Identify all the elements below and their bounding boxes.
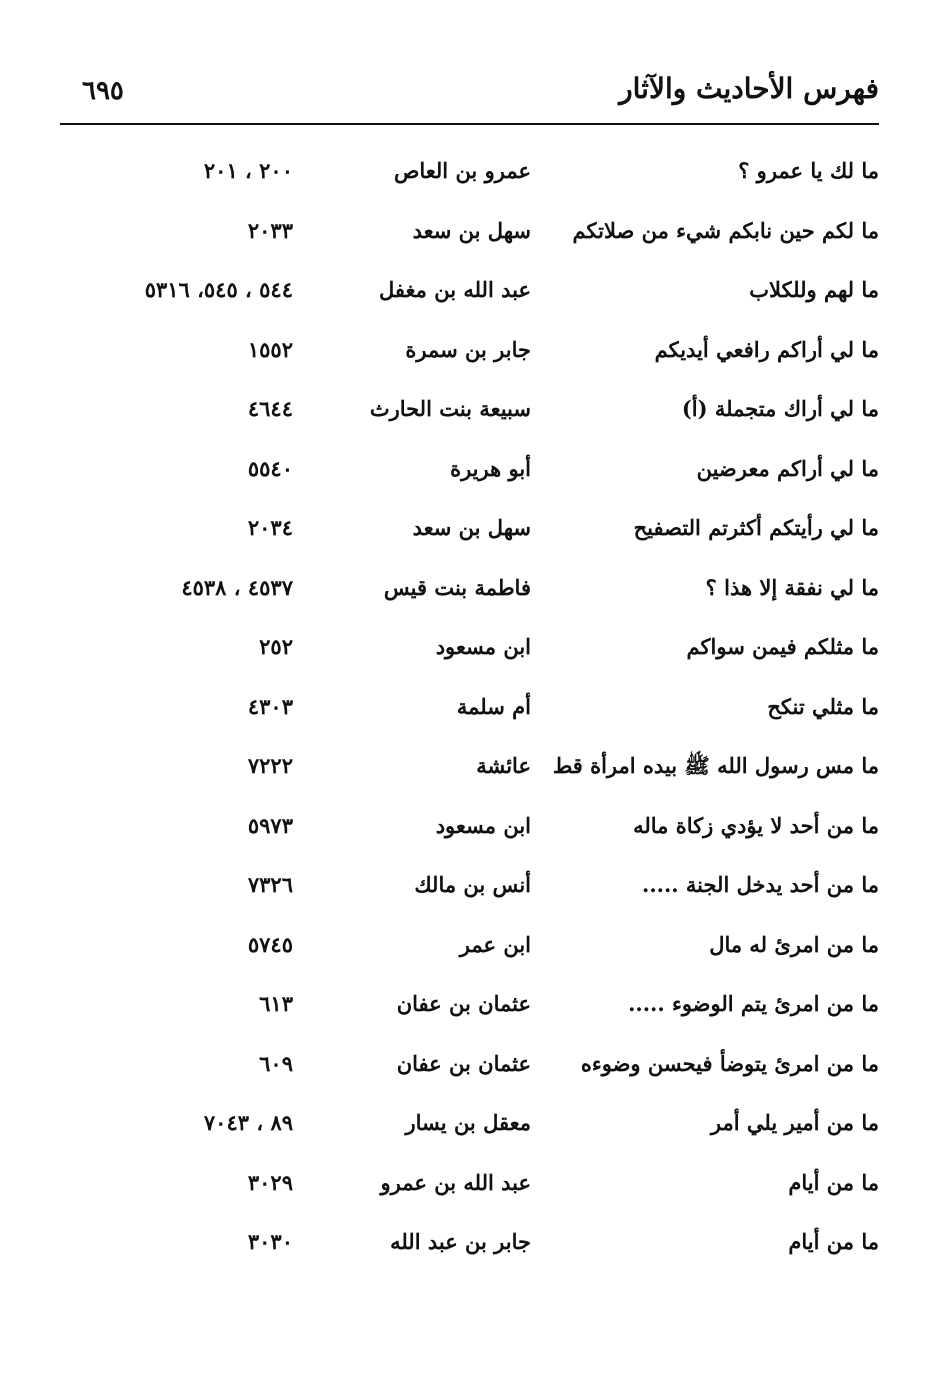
narrator: عثمان بن عفان bbox=[396, 991, 531, 1016]
narrator: أبو هريرة bbox=[450, 455, 531, 481]
index-entry bbox=[0, 388, 931, 448]
index-entry bbox=[0, 983, 931, 1043]
index-entry bbox=[0, 1102, 931, 1162]
index-entry bbox=[0, 1162, 931, 1222]
narrator: سبيعة بنت الحارث bbox=[369, 396, 531, 421]
hadith-text: ما لكم حين نابكم شيء من صلاتكم bbox=[572, 217, 879, 243]
narrator: عمرو بن العاص bbox=[393, 158, 531, 183]
index-entry bbox=[0, 924, 931, 984]
index-entry bbox=[0, 686, 931, 746]
hadith-text: ما مس رسول الله ﷺ بيده امرأة قط bbox=[552, 753, 879, 778]
hadith-numbers: ٢٥٢ bbox=[259, 634, 293, 659]
narrator: جابر بن عبد الله bbox=[390, 1229, 531, 1254]
hadith-text: ما من أمير يلي أمر bbox=[710, 1110, 879, 1135]
hadith-text: ما من امرئ له مال bbox=[709, 931, 879, 957]
index-entry bbox=[0, 864, 931, 924]
index-entry bbox=[0, 626, 931, 686]
hadith-numbers: ٧٣٢٦ bbox=[247, 872, 293, 897]
narrator: سهل بن سعد bbox=[412, 515, 531, 540]
hadith-numbers: ١٥٥٢ bbox=[247, 336, 293, 362]
narrator: ابن عمر bbox=[459, 931, 531, 957]
hadith-numbers: ٨٩ ، ٧٠٤٣ bbox=[203, 1110, 293, 1135]
hadith-numbers: ٤٥٣٧ ، ٤٥٣٨ bbox=[181, 574, 293, 600]
narrator: أم سلمة bbox=[456, 693, 531, 719]
hadith-text: ما من أيام bbox=[788, 1169, 879, 1195]
hadith-numbers: ٣٠٣٠ bbox=[247, 1229, 293, 1254]
page-number: ٦٩٥ bbox=[82, 76, 124, 106]
hadith-numbers: ٦١٣ bbox=[259, 991, 293, 1016]
hadith-index-list bbox=[0, 150, 931, 1281]
hadith-text: ما لي رأيتكم أكثرتم التصفيح bbox=[633, 515, 879, 540]
index-entry bbox=[0, 745, 931, 805]
narrator: عثمان بن عفان bbox=[396, 1050, 531, 1076]
hadith-numbers: ٢٠٣٣ bbox=[247, 217, 293, 243]
hadith-numbers: ٤٦٤٤ bbox=[247, 396, 293, 421]
hadith-text: ما لي أراكم معرضين bbox=[696, 455, 879, 481]
index-entry bbox=[0, 805, 931, 865]
narrator: ابن مسعود bbox=[435, 634, 531, 659]
hadith-numbers: ٧٢٢٢ bbox=[247, 753, 293, 778]
narrator: فاطمة بنت قيس bbox=[383, 574, 531, 600]
hadith-text: ما مثلي تنكح bbox=[767, 693, 879, 719]
hadith-numbers: ٦٠٩ bbox=[259, 1050, 293, 1076]
hadith-text: ما من أحد لا يؤدي زكاة ماله bbox=[633, 812, 879, 838]
hadith-text: ما لك يا عمرو ؟ bbox=[738, 158, 879, 183]
page-header bbox=[60, 72, 879, 122]
header-rule bbox=[60, 123, 879, 125]
hadith-text: ما من أحد يدخل الجنة ..... bbox=[642, 872, 879, 897]
hadith-text: ما لي نفقة إلا هذا ؟ bbox=[705, 574, 879, 600]
index-entry bbox=[0, 1221, 931, 1281]
index-entry bbox=[0, 210, 931, 270]
hadith-numbers: ٢٠٠ ، ٢٠١ bbox=[203, 158, 293, 183]
hadith-text: ما من أيام bbox=[788, 1229, 879, 1254]
hadith-numbers: ٥٤٤ ، ٥٤٥، ٥٣١٦ bbox=[144, 277, 293, 302]
hadith-numbers: ٥٧٤٥ bbox=[247, 931, 293, 957]
narrator: عائشة bbox=[476, 753, 531, 778]
hadith-text: ما مثلكم فيمن سواكم bbox=[686, 634, 879, 659]
hadith-text: ما لي أراك متجملة (أ) bbox=[681, 396, 879, 421]
narrator: أنس بن مالك bbox=[414, 872, 531, 897]
index-entry bbox=[0, 448, 931, 508]
hadith-numbers: ٣٠٢٩ bbox=[247, 1169, 293, 1195]
hadith-numbers: ٥٥٤٠ bbox=[247, 455, 293, 481]
index-entry bbox=[0, 507, 931, 567]
narrator: عبد الله بن عمرو bbox=[380, 1169, 531, 1195]
narrator: جابر بن سمرة bbox=[405, 336, 531, 362]
index-entry bbox=[0, 567, 931, 627]
hadith-text: ما لي أراكم رافعي أيديكم bbox=[654, 336, 879, 362]
hadith-numbers: ٥٩٧٣ bbox=[247, 812, 293, 838]
hadith-text: ما من امرئ يتم الوضوء ..... bbox=[628, 991, 879, 1016]
narrator: معقل بن يسار bbox=[405, 1110, 531, 1135]
narrator: ابن مسعود bbox=[435, 812, 531, 838]
index-entry bbox=[0, 150, 931, 210]
hadith-numbers: ٢٠٣٤ bbox=[247, 515, 293, 540]
hadith-text: ما من امرئ يتوضأ فيحسن وضوءه bbox=[580, 1050, 879, 1076]
page-title: فهرس الأحاديث والآثار bbox=[619, 72, 879, 105]
index-entry bbox=[0, 1043, 931, 1103]
hadith-text: ما لهم وللكلاب bbox=[749, 277, 879, 302]
narrator: عبد الله بن مغفل bbox=[378, 277, 531, 302]
index-entry bbox=[0, 269, 931, 329]
index-entry bbox=[0, 329, 931, 389]
hadith-numbers: ٤٣٠٣ bbox=[247, 693, 293, 719]
narrator: سهل بن سعد bbox=[412, 217, 531, 243]
